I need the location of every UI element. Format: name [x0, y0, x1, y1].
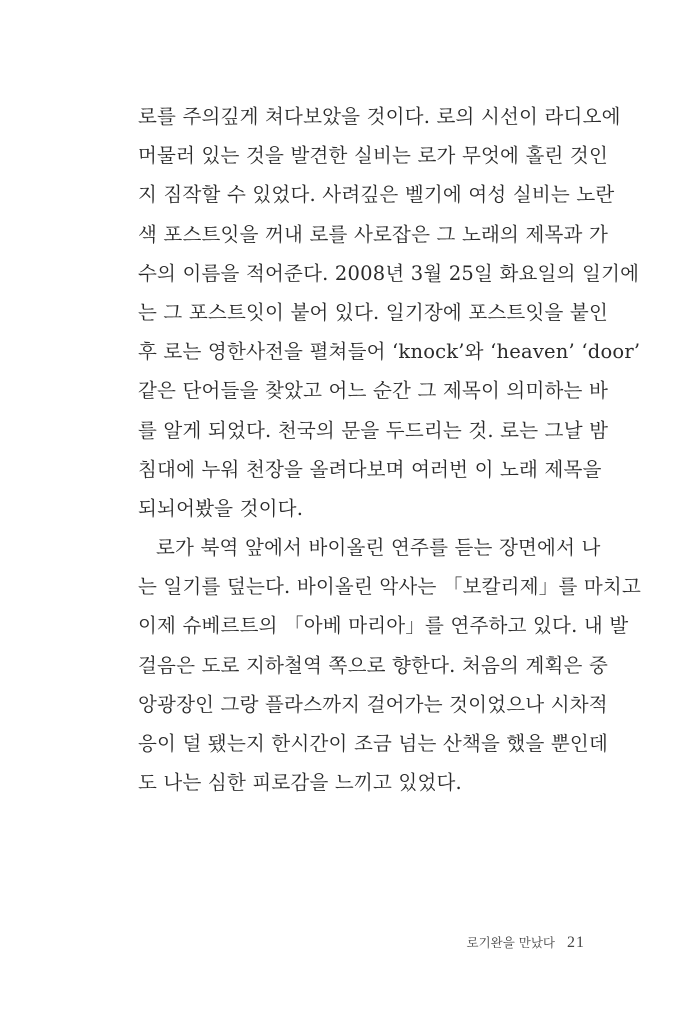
body-text — [138, 97, 642, 802]
text-line: 는 일기를 덮는다. 바이올린 악사는 「보칼리제」를 마치고 — [138, 575, 642, 599]
text-line: 응이 덜 됐는지 한시간이 조금 넘는 산책을 했을 뿐인데 — [138, 732, 609, 755]
text-line: 같은 단어들을 찾았고 어느 순간 그 제목이 의미하는 바 — [138, 379, 609, 403]
text-line: 이제 슈베르트의 「아베 마리아」를 연주하고 있다. 내 발 — [138, 614, 629, 638]
text-line: 를 알게 되었다. 천국의 문을 두드리는 것. 로는 그날 밤 — [138, 418, 609, 442]
page-footer — [445, 933, 585, 952]
running-title: 로기완을 만났다 — [466, 935, 555, 950]
text-line: 지 짐작할 수 있었다. 사려깊은 벨기에 여성 실비는 노란 — [138, 183, 615, 207]
page-number: 21 — [567, 934, 585, 951]
text-line: 는 그 포스트잇이 붙어 있다. 일기장에 포스트잇을 붙인 — [138, 300, 609, 324]
text-line: 로를 주의깊게 쳐다보았을 것이다. 로의 시선이 라디오에 — [138, 105, 621, 128]
text-line: 도 나는 심한 피로감을 느끼고 있었다. — [138, 771, 462, 795]
text-line: 수의 이름을 적어준다. 2008년 3월 25일 화요일의 일기에 — [138, 261, 640, 285]
text-line: 침대에 누워 천장을 올려다보며 여러번 이 노래 제목을 — [138, 457, 602, 481]
text-line: 로가 북역 앞에서 바이올린 연주를 듣는 장면에서 나 — [156, 536, 601, 560]
text-line: 머물러 있는 것을 발견한 실비는 로가 무엇에 홀린 것인 — [138, 144, 609, 168]
text-line: 되뇌어봤을 것이다. — [138, 496, 304, 520]
text-line: 앙광장인 그랑 플라스까지 걸어가는 것이었으나 시차적 — [138, 692, 608, 716]
text-line: 걸음은 도로 지하철역 쪽으로 향한다. 처음의 계획은 중 — [138, 653, 609, 677]
text-line: 후 로는 영한사전을 펼쳐들어 ‘knock’와 ‘heaven’ ‘door’ — [138, 340, 641, 364]
text-line: 색 포스트잇을 꺼내 로를 사로잡은 그 노래의 제목과 가 — [138, 222, 609, 246]
